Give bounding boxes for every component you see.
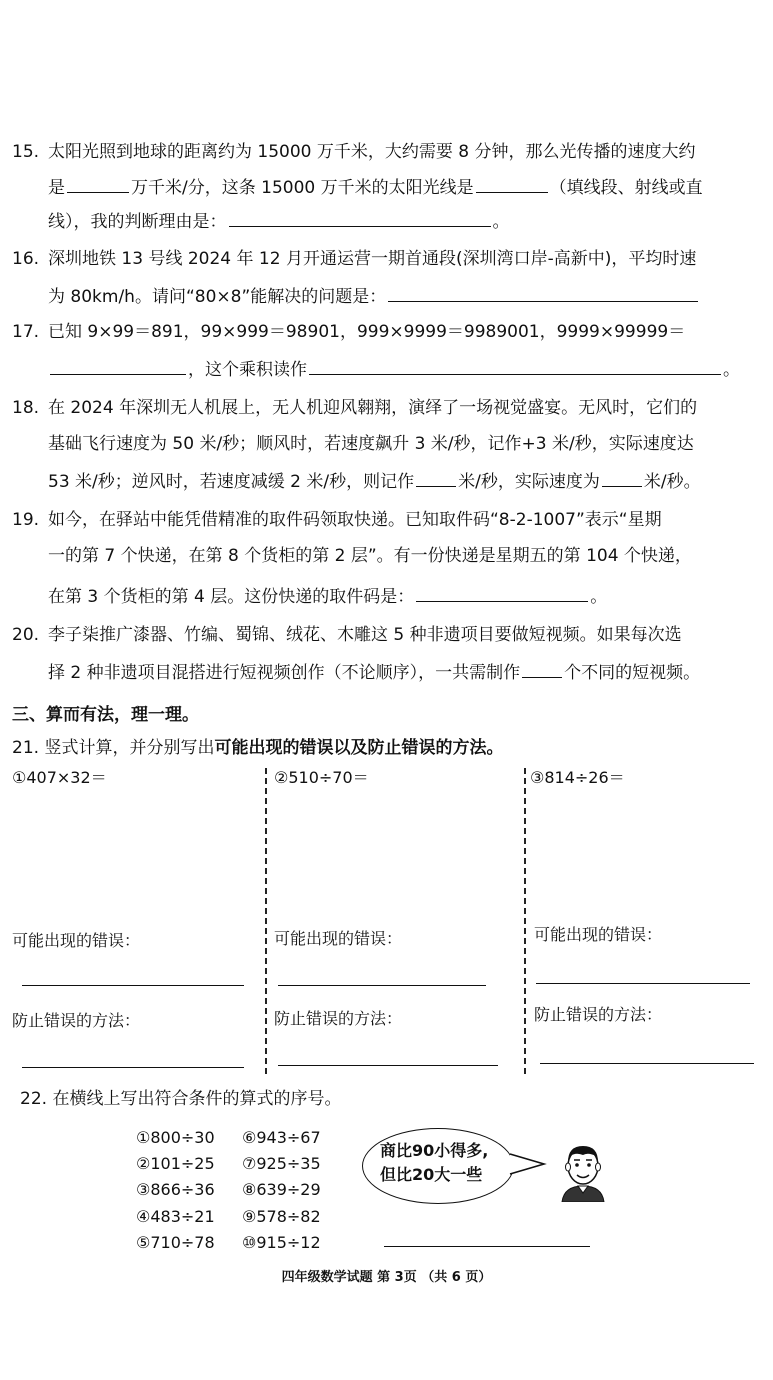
q21-col1-prevent-label: 防止错误的方法：: [12, 1011, 141, 1030]
q17-line2: [48, 356, 740, 382]
q21-text-b: 可能出现的错误以及防止错误的方法。: [214, 738, 504, 758]
q21-instruction: [12, 736, 503, 760]
q18-text-c: 米/秒。: [643, 472, 701, 492]
q22-option-1: ①800÷30: [136, 1128, 215, 1147]
q18-blank-record[interactable]: [416, 468, 456, 487]
q17-blank-product[interactable]: [50, 356, 186, 375]
q15-text-a: 是: [48, 178, 65, 198]
q15-line3: [48, 208, 510, 234]
q22-option-9: ⑨578÷82: [242, 1207, 321, 1226]
q22-option-3: ③866÷36: [136, 1180, 215, 1199]
q19-line1: 如今，在驿站中能凭借精准的取件码领取快递。已知取件码“8-2-1007”表示“星期: [48, 510, 662, 530]
q21-col2-prevent-label: 防止错误的方法：: [274, 1009, 403, 1028]
q15-line1: 太阳光照到地球的距离约为 15000 万千米，大约需要 8 分钟，那么光传播的速度大约: [48, 142, 696, 162]
q17-line1: 已知 9×99＝891，99×999＝98901，999×9999＝9989001，9999×99999＝: [48, 322, 686, 342]
q15-text-b: 万千米/分，这条 15000 万千米的太阳光线是: [131, 178, 474, 198]
q18-number: 18.: [12, 398, 40, 418]
q21-col2-prevent-line[interactable]: [278, 1065, 498, 1066]
q21-col3-error-label: 可能出现的错误：: [534, 925, 663, 944]
q19-number: 19.: [12, 510, 40, 530]
q22-answer-line[interactable]: [384, 1246, 590, 1247]
q21-col2-error-line[interactable]: [278, 985, 486, 986]
q20-line1: 李子柒推广漆器、竹编、蜀锦、绒花、木雕这 5 种非遗项目要做短视频。如果每次选: [48, 625, 682, 645]
q18-line3: [48, 468, 701, 494]
q16-blank-answer[interactable]: [388, 283, 698, 302]
q22-option-8: ⑧639÷29: [242, 1180, 321, 1199]
q18-line2: 基础飞行速度为 50 米/秒；顺风时，若速度飙升 3 米/秒，记作+3 米/秒，实际速度达: [48, 434, 694, 454]
q19-blank-code[interactable]: [416, 583, 588, 602]
q19-line3: [48, 583, 607, 609]
q21-col2-error-label: 可能出现的错误：: [274, 929, 403, 948]
q15-blank-speed[interactable]: [67, 174, 129, 193]
q21-col1-title: ①407×32＝: [12, 768, 107, 787]
q15-text-c: （填线段、射线或直: [549, 178, 703, 198]
q16-number: 16.: [12, 249, 40, 269]
q18-text-b: 米/秒，实际速度为: [458, 472, 600, 492]
q20-number: 20.: [12, 625, 40, 645]
section-3-heading: 三、算而有法，理一理。: [12, 705, 199, 725]
q15-blank-line-type[interactable]: [476, 174, 548, 193]
q17-number: 17.: [12, 322, 40, 342]
q21-col3-prevent-line[interactable]: [540, 1063, 754, 1064]
q20-text-b: 个不同的短视频。: [564, 663, 701, 683]
q21-number: 21.: [12, 738, 40, 758]
q19-text-b: 。: [590, 587, 608, 607]
q17-text-b: 。: [723, 360, 740, 380]
boy-avatar-icon: [558, 1140, 608, 1202]
q22-option-10: ⑩915÷12: [242, 1233, 321, 1252]
q21-col1-error-line[interactable]: [22, 985, 244, 986]
q15-text-d: 线），我的判断理由是：: [48, 212, 227, 232]
q18-text-a: 53 米/秒；逆风时，若速度减缓 2 米/秒，则记作: [48, 472, 415, 492]
q21-col3-title: ③814÷26＝: [530, 768, 625, 787]
q15-text-e: 。: [492, 212, 510, 232]
q21-col3-prevent-label: 防止错误的方法：: [534, 1005, 663, 1024]
bubble-text-1: 商比90小得多,: [380, 1141, 489, 1160]
q15-line2: [48, 174, 703, 200]
q22-number: 22.: [20, 1089, 48, 1109]
q21-col1-error-label: 可能出现的错误：: [12, 931, 141, 950]
q18-line1: 在 2024 年深圳无人机展上，无人机迎风翱翔，演绎了一场视觉盛宴。无风时，它们的: [48, 398, 698, 418]
q19-text-a: 在第 3 个货柜的第 4 层。这份快递的取件码是：: [48, 587, 415, 607]
q19-line2: 一的第 7 个快递，在第 8 个货柜的第 2 层”。有一份快递是星期五的第 104 个快递，: [48, 546, 692, 566]
q15-number: 15.: [12, 142, 40, 162]
q21-divider-2: [524, 768, 526, 1074]
bubble-text-2: 但比20大一些: [380, 1165, 483, 1184]
q17-blank-reading[interactable]: [309, 356, 721, 375]
q21-divider-1: [265, 768, 267, 1074]
q22-option-4: ④483÷21: [136, 1207, 215, 1226]
q21-col3-error-line[interactable]: [536, 983, 750, 984]
page-footer: 四年级数学试题 第 3页 （共 6 页）: [281, 1270, 492, 1285]
q21-col2-title: ②510÷70＝: [274, 768, 369, 787]
q21-text-a: 竖式计算，并分别写出: [44, 738, 215, 758]
q18-blank-speed[interactable]: [602, 468, 642, 487]
q22-option-6: ⑥943÷67: [242, 1128, 321, 1147]
q20-line2: [48, 659, 700, 685]
q20-blank-count[interactable]: [522, 659, 562, 678]
q16-line1: 深圳地铁 13 号线 2024 年 12 月开通运营一期首通段(深圳湾口岸-高新中)，平均时速: [48, 249, 697, 269]
q16-line2: [48, 283, 700, 309]
q22-instruction: [20, 1087, 341, 1111]
q20-text-a: 择 2 种非遗项目混搭进行短视频创作（不论顺序），一共需制作: [48, 663, 521, 683]
q21-col1-prevent-line[interactable]: [22, 1067, 244, 1068]
q15-blank-reason[interactable]: [229, 208, 491, 227]
speech-bubble-tail: [508, 1150, 548, 1180]
q22-text: 在横线上写出符合条件的算式的序号。: [52, 1089, 342, 1109]
q22-option-2: ②101÷25: [136, 1154, 215, 1173]
q16-text: 为 80km/h。请问“80×8”能解决的问题是：: [48, 287, 387, 307]
q17-text-a: ，这个乘积读作: [188, 360, 307, 380]
q22-option-5: ⑤710÷78: [136, 1233, 215, 1252]
q22-option-7: ⑦925÷35: [242, 1154, 321, 1173]
